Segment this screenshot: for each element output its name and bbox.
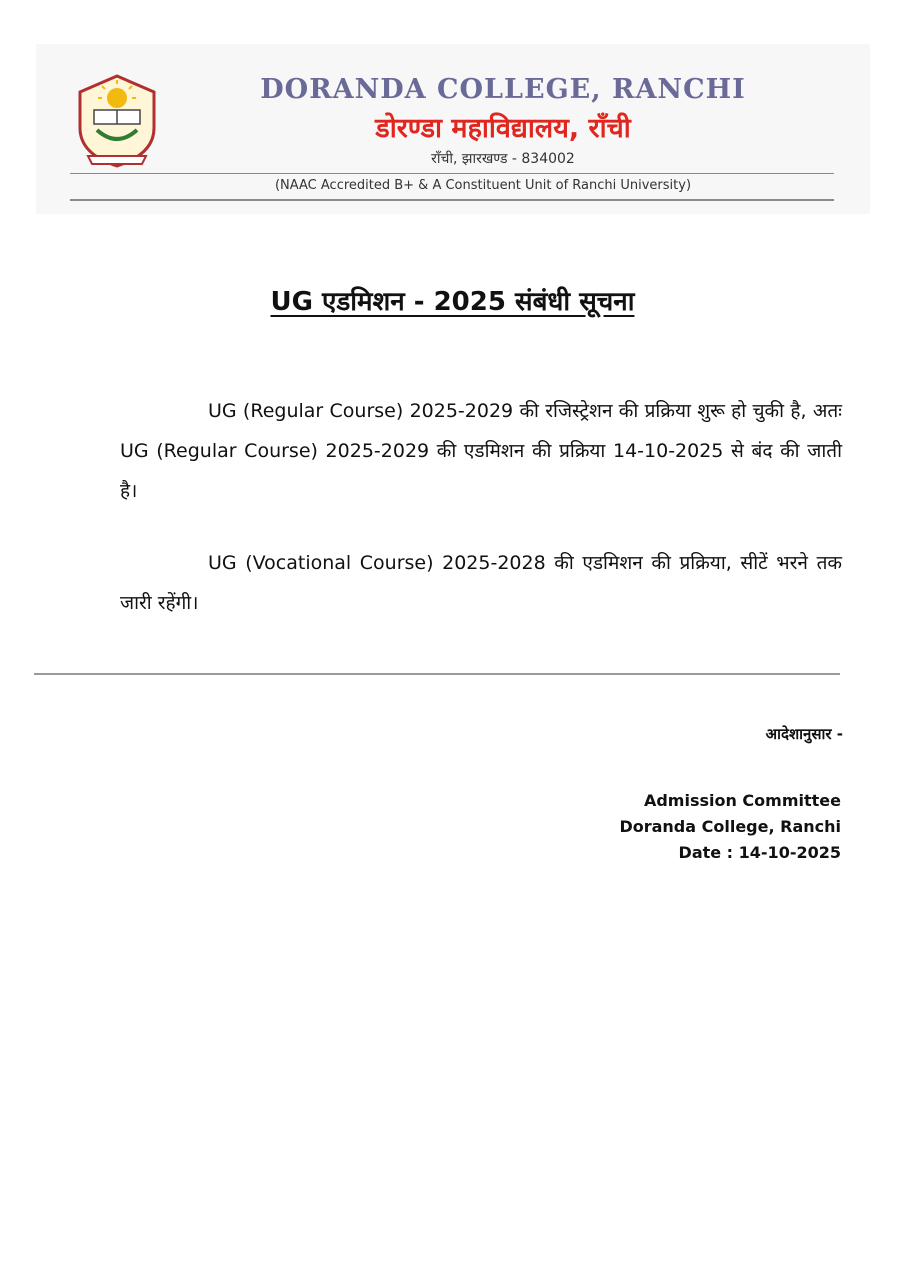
signatory-college: Doranda College, Ranchi [619, 817, 841, 836]
section-divider [34, 673, 840, 675]
order-label: आदेशानुसार - [765, 725, 843, 743]
signature-block [619, 788, 841, 866]
college-name-english: DORANDA COLLEGE, RANCHI [260, 74, 746, 105]
signatory-committee: Admission Committee [643, 791, 841, 810]
notice-paragraph-vocational: UG (Vocational Course) 2025-2028 की एडमिशन की प्रक्रिया, सीटें भरने तक जारी रहेंगी। [120, 552, 842, 614]
college-name-hindi: डोरण्डा महाविद्यालय, राँची [375, 113, 631, 144]
notice-date: Date : 14-10-2025 [678, 843, 841, 862]
header-divider-bottom [70, 199, 834, 201]
college-address: राँची, झारखण्ड - 834002 [431, 151, 575, 167]
notice-paragraph-regular: UG (Regular Course) 2025-2029 की रजिस्ट्रेशन की प्रक्रिया शुरू हो चुकी है, अतः UG (Regular Course) 2025-2029 की एडमिशन की प्रक्रिया 14-10-2025 से बंद की जाती है। [120, 400, 842, 502]
letterhead [36, 44, 870, 214]
accreditation-line: (NAAC Accredited B+ & A Constituent Unit of Ranchi University) [274, 178, 692, 193]
header-divider-top [70, 173, 834, 174]
notice-title: UG एडमिशन - 2025 संबंधी सूचना [270, 287, 635, 317]
